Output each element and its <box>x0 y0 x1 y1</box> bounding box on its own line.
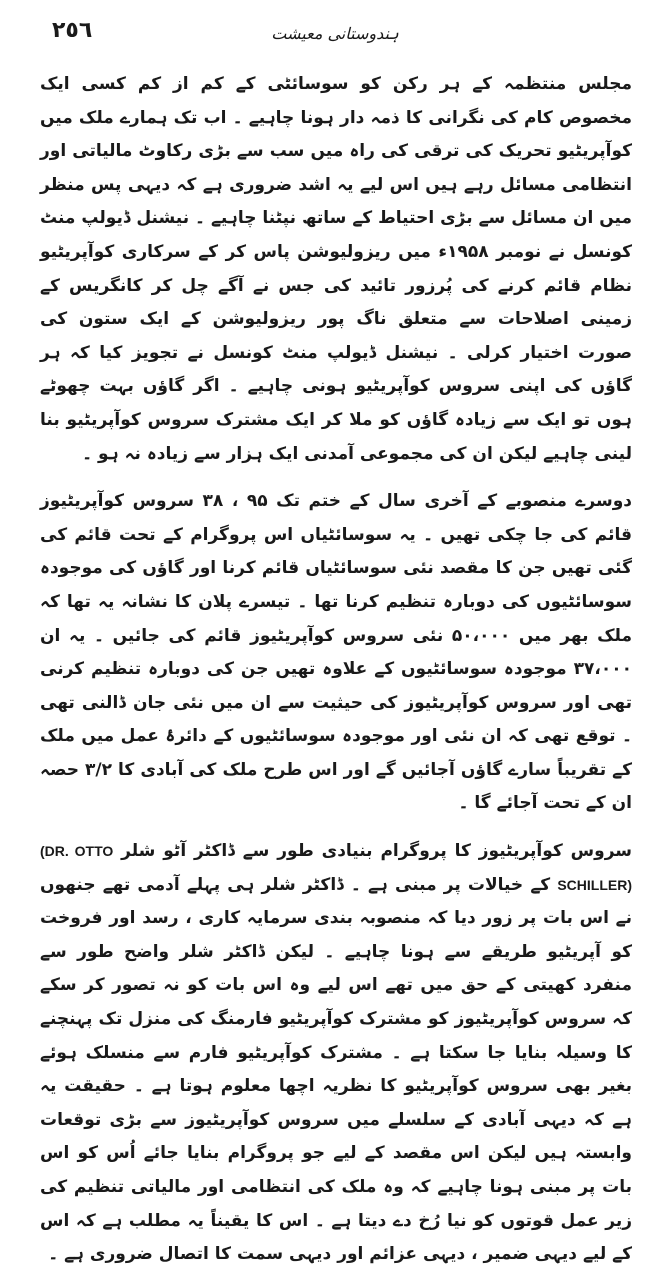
page-number: ٢٥٦ <box>52 18 93 43</box>
running-header <box>0 14 671 54</box>
paragraph-3-text-before: سروس کوآپریٹیوز کا پروگرام بنیادی طور سے ڈاکٹر آٹو شلر <box>121 841 632 862</box>
paragraph-1: مجلس منتظمہ کے ہر رکن کو سوسائٹی کے کم از کم کسی ایک مخصوص کام کی نگرانی کا ذمہ دار ہونا چاہیے ۔ اب تک ہمارے ملک میں کوآپریٹیو تحریک کی ترقی کی راہ میں سب سے بڑی رکاوٹ مالیاتی اور انتظامی مسائل رہے ہیں اس لیے یہ اشد ضروری ہے کہ دیہی پس منظر میں ان مسائل سے بڑی احتیاط کے ساتھ نپٹنا چاہیے ۔ نیشنل ڈیولپ منٹ کونسل نے نومبر ۱۹۵۸ء میں ریزولیوشن پاس کر کے سرکاری کوآپریٹیو نظام قائم کرنے کی پُرزور تائید کی جس نے آگے چل کر کانگریس کے زمینی اصلاحات سے متعلق ناگ پور ریزولیوشن کے ایک ستون کی صورت اختیار کرلی ۔ نیشنل ڈیولپ منٹ کونسل نے تجویز کیا کہ ہر گاؤں کی اپنی سروس کوآپریٹیو ہونی چاہیے ۔ اگر گاؤں بہت چھوٹے ہوں تو ایک سے زیادہ گاؤں کو ملا کر ایک مشترک سروس کوآپریٹیو بنا لینی چاہیے لیکن ان کی مجموعی آمدنی ایک ہزار سے زیادہ نہ ہو ۔ <box>40 74 633 464</box>
paragraph-3-text-after: کے خیالات پر مبنی ہے ۔ ڈاکٹر شلر ہی پہلے آدمی تھے جنھوں نے اس بات پر زور دیا کہ منصوبہ بندی سرمایہ کاری ، رسد اور فروخت کو آپریٹیو طریقے سے ہونا چاہیے ۔ لیکن ڈاکٹر شلر واضح طور سے منفرد کھیتی کے حق میں تھے اس لیے وہ اس بات کو نہ تصور کر سکے کہ سروس کوآپریٹیوز کو مشترک کوآپریٹیو فارمنگ کی منزل تک پہنچنے کا وسیلہ بنایا جا سکتا ہے ۔ مشترک کوآپریٹیو فارم سے منسلک ہوئے بغیر بھی سروس کوآپریٹیو کا نظریہ اچھا معلوم ہوتا ہے ۔ حقیقت یہ ہے کہ دیہی آبادی کے سلسلے میں سروس کوآپریٹیوز سے بڑی توقعات وابستہ ہیں لیکن اس مقصد کے لیے جو پروگرام بنایا جائے اُس کو اس بات پر مبنی ہونا چاہیے کہ وہ ملک کی انتظامی اور مالیاتی تنظیم کی زیر عمل قوتوں کو نیا رُخ دے دیتا ہے ۔ اس کا یقیناً یہ مطلب ہے کہ اس کے لیے دیہی ضمیر ، دیہی عزائم اور دیہی سمت کا اتصال ضروری ہے ۔ <box>40 874 632 1265</box>
book-title: ہندوستانی معیشت <box>271 24 399 43</box>
latin-name: (DR. OTTO SCHILLER) <box>40 843 633 893</box>
page-body <box>40 68 632 1272</box>
paragraph-2: دوسرے منصوبے کے آخری سال کے ختم تک ۹۵ ، ۳۸ سروس کوآپریٹیوز قائم کی جا چکی تھیں ۔ یہ سوسائٹیاں اس پروگرام کے تحت قائم کی گئی تھیں جن کا مقصد نئی سوسائٹیاں قائم کرنا اور گاؤں کی موجودہ سوسائٹیوں کی دوبارہ تنظیم کرنا تھا ۔ تیسرے پلان کا نشانہ یہ تھا کہ ملک بھر میں ۵۰،۰۰۰ نئی سروس کوآپریٹیوز قائم کی جائیں ۔ یہ ان ۳۷،۰۰۰ موجودہ سوسائٹیوں کے علاوہ تھیں جن کی دوبارہ تنظیم کرنی تھی اور سروس کوآپریٹیوز کی حیثیت سے ان میں نئی جان ڈالنی تھی ۔ توقع تھی کہ ان نئی اور موجودہ سوسائٹیوں کے دائرۂ عمل میں ملک کے تقریباً سارے گاؤں آجائیں گے اور اس طرح ملک کی آبادی کا ۳/۲ حصہ ان کے تحت آجائے گا ۔ <box>40 491 633 814</box>
paragraph-3 <box>40 835 632 1272</box>
